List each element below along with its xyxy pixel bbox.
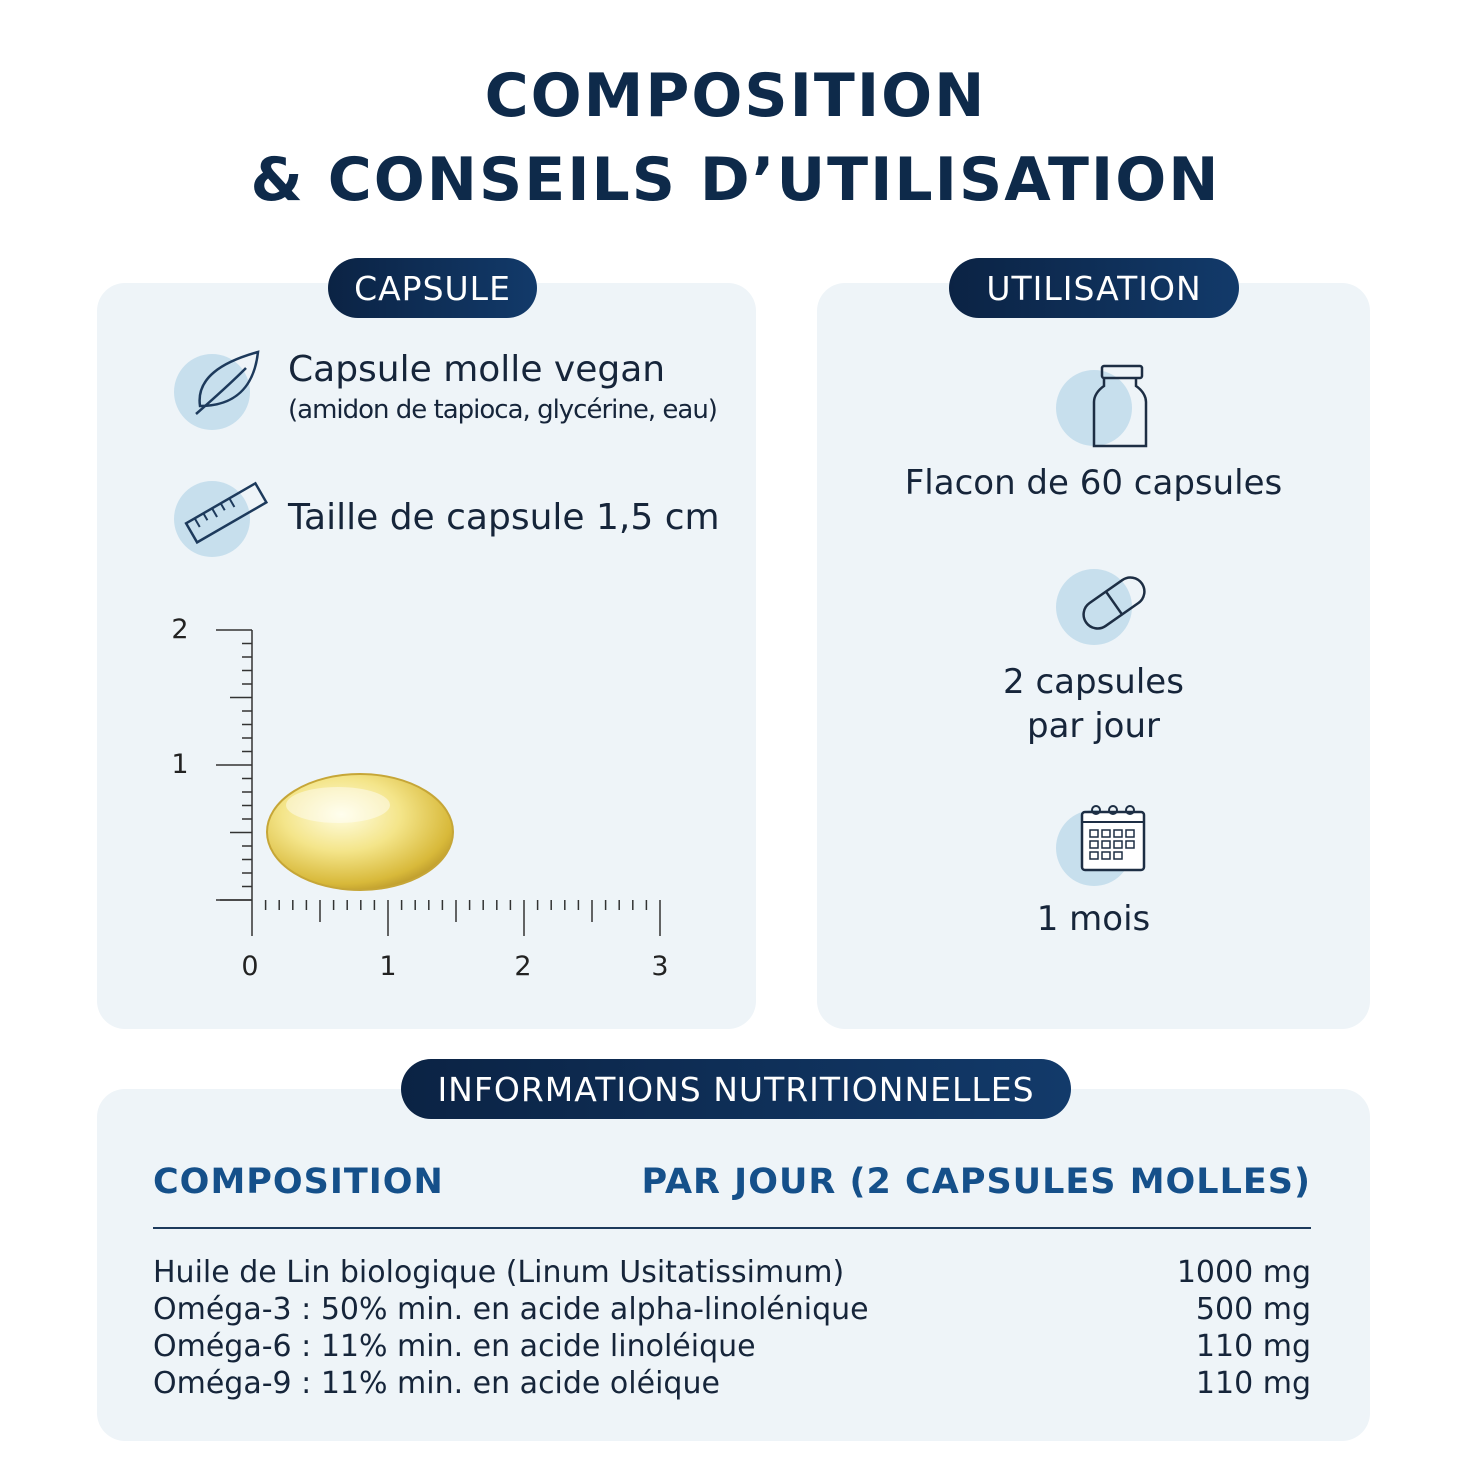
capsule-size-ruler (140, 600, 700, 1000)
usage-item-dose-line1: 2 capsules (1003, 662, 1184, 702)
row-value: 110 mg (1195, 1366, 1311, 1401)
row-name: Oméga-9 : 11% min. en acide oléique (153, 1366, 720, 1401)
y-tick-label-1: 1 (171, 749, 189, 780)
x-tick-label-2: 2 (514, 951, 532, 982)
column-header-composition: COMPOSITION (153, 1162, 444, 1202)
capsule-type-subtitle: (amidon de tapioca, glycérine, eau) (288, 395, 717, 425)
softgel-capsule-image (267, 774, 453, 890)
page-title-line2: & CONSEILS D’UTILISATION (250, 145, 1221, 215)
x-tick-label-3: 3 (651, 951, 669, 982)
row-value: 500 mg (1195, 1292, 1311, 1327)
table-row (153, 1329, 1311, 1366)
capsule-icon (1052, 563, 1152, 649)
capsule-label: CAPSULE (328, 258, 537, 318)
header-divider (153, 1227, 1311, 1229)
row-value: 110 mg (1195, 1329, 1311, 1364)
table-row (153, 1366, 1311, 1403)
row-name: Oméga-6 : 11% min. en acide linoléique (153, 1329, 756, 1364)
bottle-icon (1052, 362, 1152, 454)
usage-item-bottle: Flacon de 60 capsules (904, 463, 1283, 503)
column-header-per-day: PAR JOUR (2 CAPSULES MOLLES) (641, 1162, 1311, 1202)
row-name: Huile de Lin biologique (Linum Usitatissimum) (153, 1255, 845, 1290)
y-tick-label-2: 2 (171, 614, 189, 645)
capsule-size-text: Taille de capsule 1,5 cm (288, 497, 720, 538)
usage-item-duration: 1 mois (1036, 899, 1151, 939)
capsule-type-title: Capsule molle vegan (288, 349, 666, 390)
ruler-icon (172, 475, 268, 559)
usage-label: UTILISATION (949, 258, 1239, 318)
row-name: Oméga-3 : 50% min. en acide alpha-linolénique (153, 1292, 869, 1327)
row-value: 1000 mg (1176, 1255, 1311, 1290)
leaf-icon (172, 348, 264, 432)
nutrition-label: INFORMATIONS NUTRITIONNELLES (401, 1059, 1071, 1119)
page-title-line1: COMPOSITION (484, 61, 987, 131)
x-tick-label-0: 0 (241, 951, 259, 982)
x-tick-label-1: 1 (379, 951, 397, 982)
table-row (153, 1292, 1311, 1329)
usage-item-dose-line2: par jour (1027, 706, 1160, 746)
table-row (153, 1255, 1311, 1292)
calendar-icon (1052, 798, 1152, 890)
